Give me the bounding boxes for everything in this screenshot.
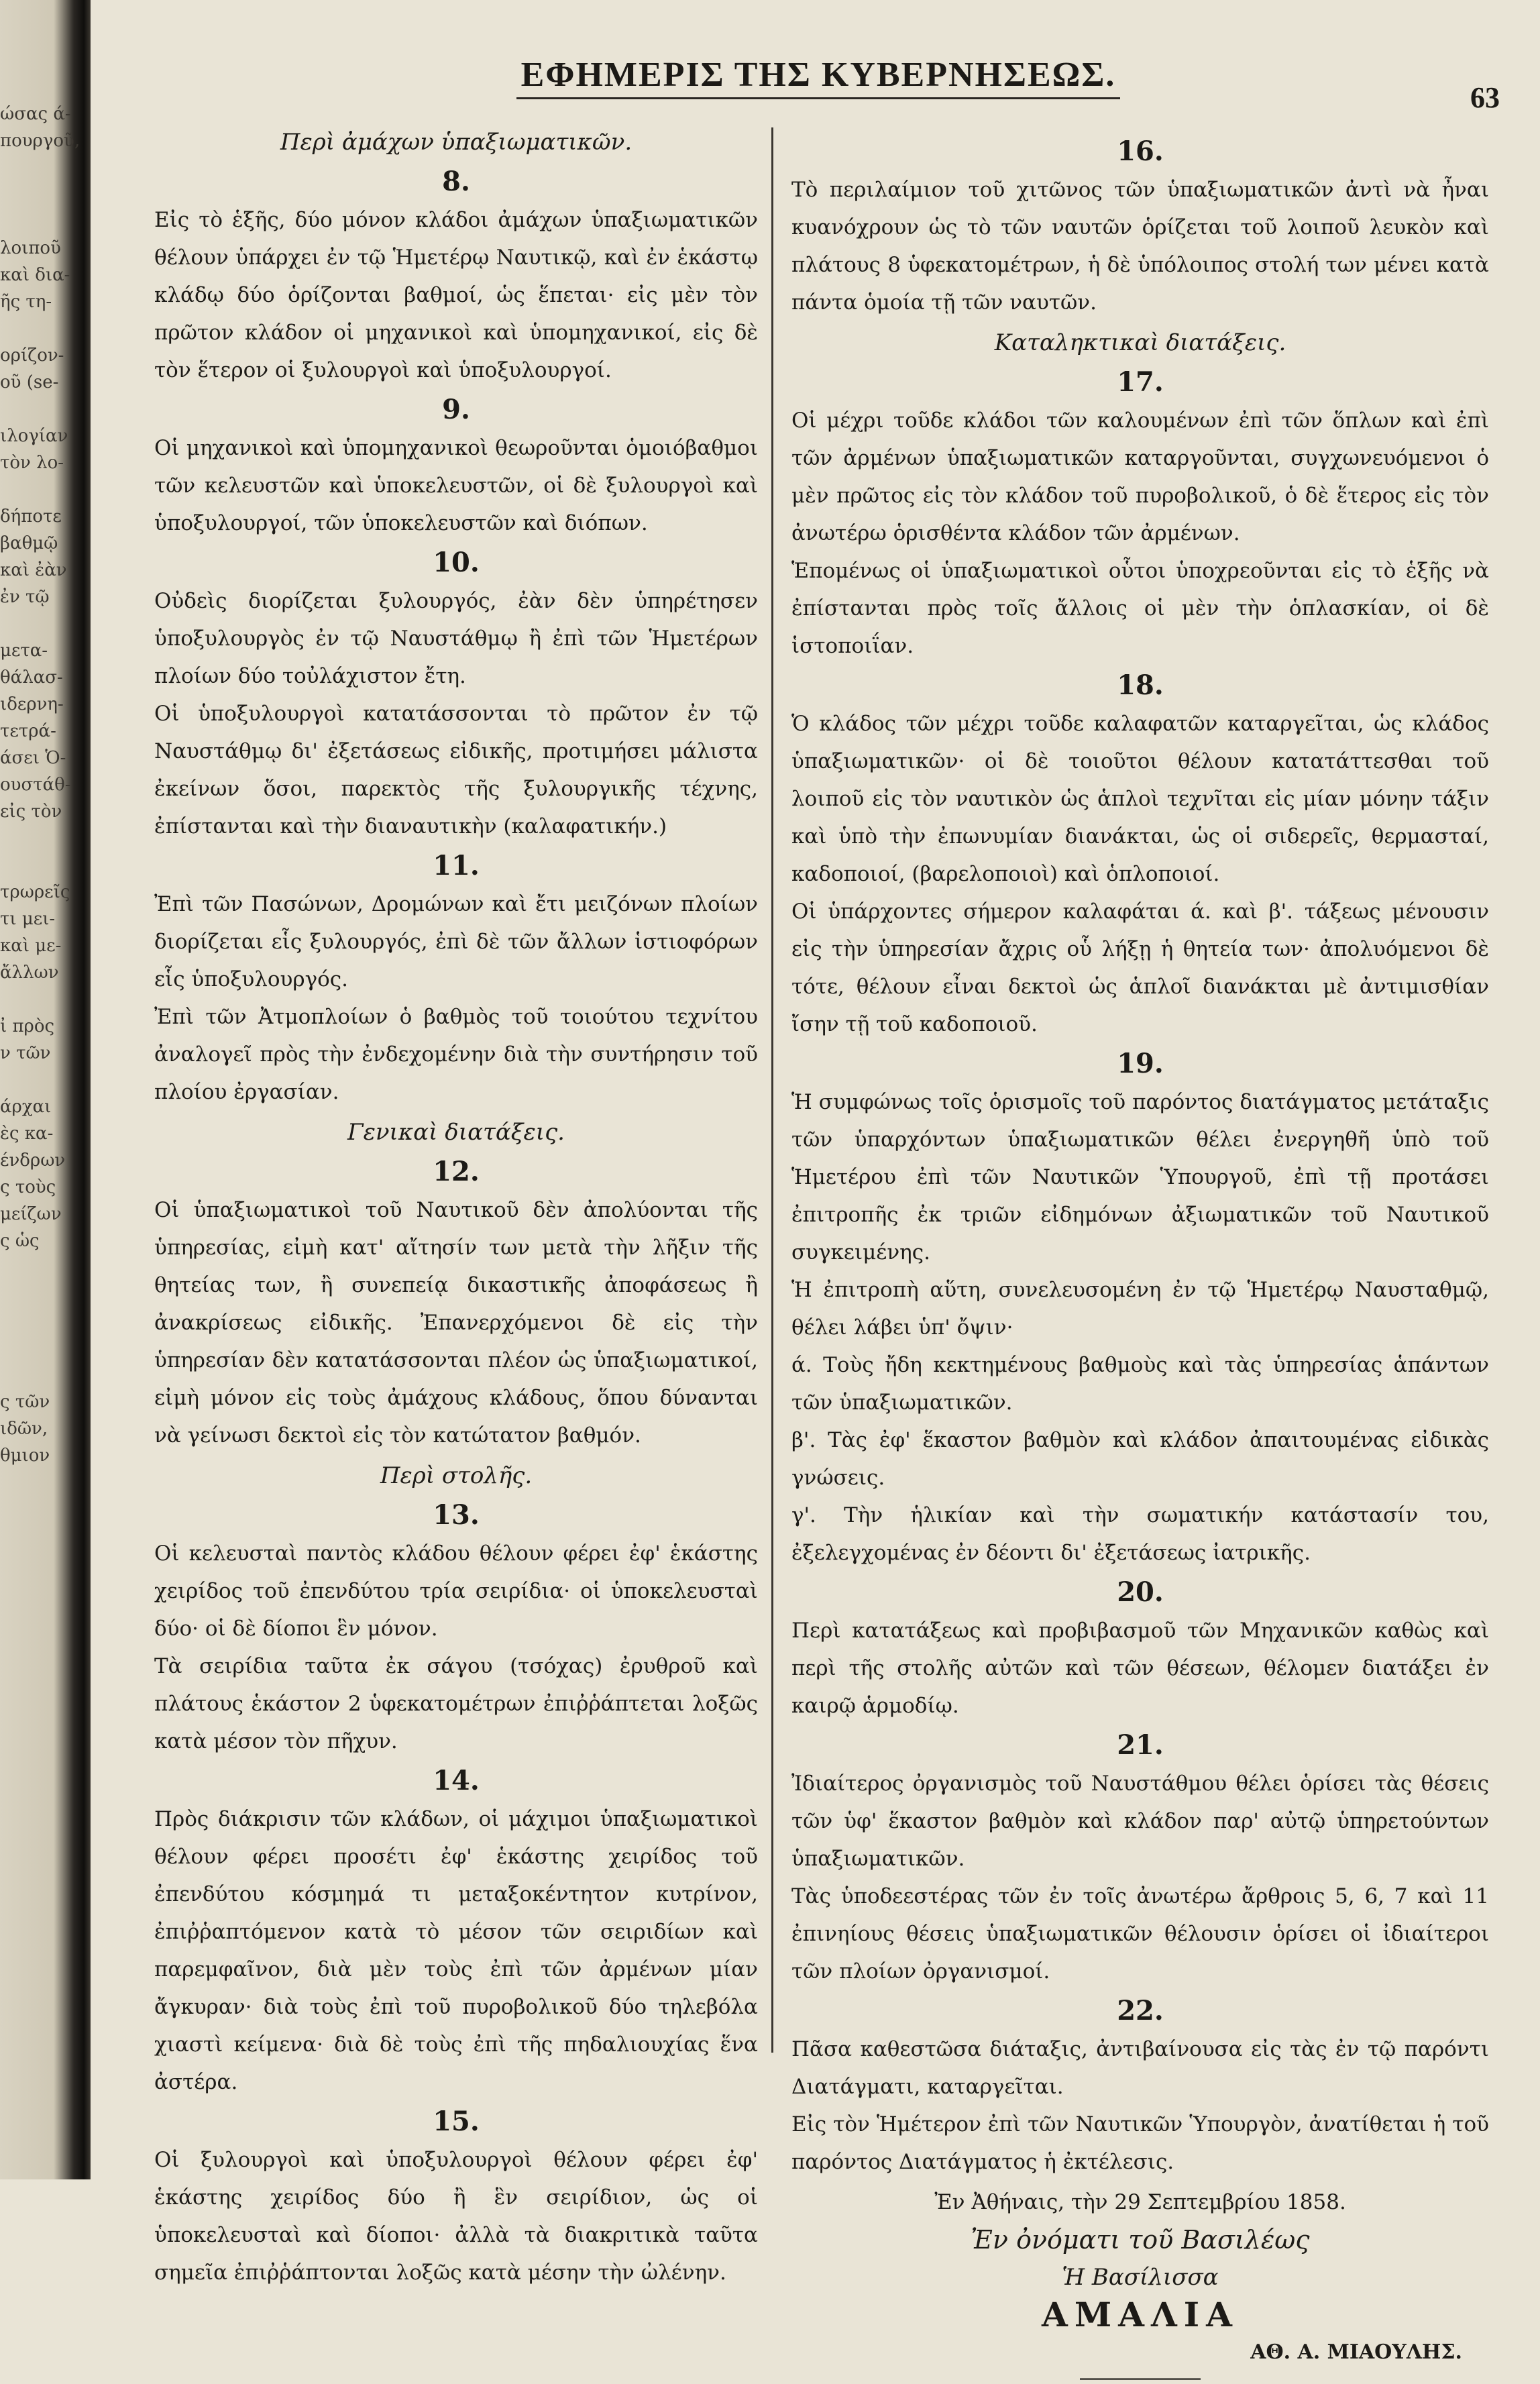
article-number: 9. (442, 394, 470, 425)
article-number: 19. (1117, 1048, 1164, 1079)
margin-fragment: τετρά- (0, 721, 56, 741)
list-item: β'. Τὰς ἐφ' ἕκαστον βαθμὸν καὶ κλάδον ἀπαιτουμένας εἰδικὰς γνώσεις. (791, 1428, 1489, 1490)
article-text: Οἱ ξυλουργοὶ καὶ ὑποξυλουργοὶ θέλουν φέρει ἐφ' ἑκάστης χειρίδος δύο ἢ ἓν σειρίδιον, ὡς οἱ ὑποκελευσταὶ καὶ δίοποι· ἀλλὰ τὰ διακριτικὰ ταῦτα σημεῖα ἐπιῤῥάπτονται λοξῶς κατὰ μέσην τὴν ὠλένην. (154, 2148, 758, 2285)
margin-fragment (0, 610, 60, 637)
article-number: 10. (433, 547, 480, 578)
margin-fragment (0, 208, 60, 235)
article-text: Εἰς τὸ ἑξῆς, δύο μόνον κλάδοι ἀμάχων ὑπαξιωματικῶν θέλουν ὑπάρχει ἐν τῷ Ἡμετέρῳ Ναυτικῷ, καὶ ἐν ἑκάστῳ κλάδῳ δύο ὁρίζονται βαθμοί, ὡς ἕπεται· εἰς μὲν τὸν πρῶτον κλάδον οἱ μηχανικοὶ καὶ ὑπομηχανικοί, εἰς δὲ τὸν ἕτερον οἱ ξυλουργοὶ καὶ ὑποξυλουργοί. (154, 208, 758, 382)
article-text: Ὁ κλάδος τῶν μέχρι τοῦδε καλαφατῶν καταργεῖται, ὡς κλάδος ὑπαξιωματικῶν· οἱ δὲ τοιοῦτοι θέλουν κατατάττεσθαι τοῦ λοιποῦ εἰς τὸν ναυτικὸν ὡς ἁπλοὶ τεχνῖται εἰς μίαν μόνην τάξιν καὶ ὑπὸ τὴν ἐπωνυμίαν διανάκται, ὡς οἱ σιδερεῖς, θερμασταί, καδοποιοί, (βαρελοποιοὶ) καὶ ὁπλοποιοί. (791, 712, 1489, 886)
adjacent-page-fragments (0, 101, 80, 2113)
article-number: 22. (1117, 1995, 1164, 2026)
article-text: Οὐδεὶς διορίζεται ξυλουργός, ἐὰν δὲν ὑπηρέτησεν ὑποξυλουργὸς ἐν τῷ Ναυστάθμῳ ἢ ἐπὶ τῶν Ἡμετέρων πλοίων δύο τοὐλάχιστον ἔτη. (154, 589, 758, 688)
margin-fragment: ῆς τη- (0, 292, 52, 312)
margin-fragment (0, 1362, 60, 1389)
article-number: 18. (1117, 669, 1164, 701)
article-text: Πᾶσα καθεστῶσα διάταξις, ἀντιβαίνουσα εἰς τὰς ἐν τῷ παρόντι Διατάγματι, καταργεῖται. (791, 2037, 1489, 2099)
margin-fragment (0, 396, 60, 423)
margin-fragment: ν τῶν (0, 1043, 51, 1063)
margin-fragment: ὲς κα- (0, 1124, 54, 1144)
margin-fragment: άρχαι (0, 1097, 52, 1117)
end-flourish (1080, 2378, 1201, 2384)
section-heading: Περὶ ἀμάχων ὑπαξιωματικῶν. (280, 129, 632, 156)
margin-fragment: ἐν τῷ (0, 587, 50, 607)
margin-fragment (0, 1281, 60, 1308)
article-text: Περὶ κατατάξεως καὶ προβιβασμοῦ τῶν Μηχανικῶν καθὼς καὶ περὶ τῆς στολῆς αὐτῶν καὶ τῶν θέσεων, θέλομεν διατάξει ἐν καιρῷ ἁρμοδίῳ. (791, 1619, 1489, 1718)
article-text: Οἱ μηχανικοὶ καὶ ὑπομηχανικοὶ θεωροῦνται ὁμοιόβαθμοι τῶν κελευστῶν καὶ ὑποκελευστῶν, οἱ δὲ ξυλουργοὶ καὶ ὑποξυλουργοί, τῶν ὑποκελευστῶν καὶ διόπων. (154, 436, 758, 535)
article-text: Πρὸς διάκρισιν τῶν κλάδων, οἱ μάχιμοι ὑπαξιωματικοὶ θέλουν φέρει προσέτι ἐφ' ἑκάστης χειρίδος τοῦ ἐπενδύτου κόσμημά τι μεταξοκέντητον κυτρίνον, ἐπιῤῥαπτόμενον κατὰ τὸ μέσον τῶν σειριδίων καὶ παρεμφαῖνον, διὰ μὲν τοὺς ἐπὶ τῶν ἀρμένων μίαν ἄγκυραν· διὰ τοὺς ἐπὶ τοῦ πυροβολικοῦ δύο τηλεβόλα χιαστὶ κείμενα· διὰ δὲ τοὺς ἐπὶ τῆς πηδαλιουχίας ἕνα ἀστέρα. (154, 1807, 758, 2094)
article-text: Τὸ περιλαίμιον τοῦ χιτῶνος τῶν ὑπαξιωματικῶν ἀντὶ νὰ ἦναι κυανόχρουν ὡς τὸ τῶν ναυτῶν ὁρίζεται τοῦ λοιποῦ λευκὸν καὶ πλάτους 8 ὑφεκατομέτρων, ἡ δὲ ὑπόλοιπος στολή των μένει κατὰ πάντα ὁμοία τῇ τῶν ναυτῶν. (791, 178, 1489, 315)
margin-fragment: εἰς τὸν (0, 802, 62, 822)
margin-fragment: καὶ δια- (0, 265, 70, 285)
margin-fragment: θμιον (0, 1446, 50, 1466)
article-number: 11. (433, 850, 480, 881)
margin-fragment: ιδερνη- (0, 694, 64, 714)
article-text: Ἐπὶ τῶν Ἀτμοπλοίων ὁ βαθμὸς τοῦ τοιούτου τεχνίτου ἀναλογεῖ πρὸς τὴν ἐνδεχομένην διὰ τὴν συντήρησιν τοῦ πλοίου ἐργασίαν. (154, 1005, 758, 1104)
margin-fragment (0, 315, 60, 342)
margin-fragment (0, 1254, 60, 1281)
margin-fragment: ς τοὺς (0, 1177, 56, 1197)
left-column (154, 121, 758, 2291)
signature-minister: ΑΘ. Α. ΜΙΑΟΥΛΗΣ. (1250, 2340, 1462, 2364)
article-number: 16. (1117, 136, 1164, 167)
list-item: γ'. Τὴν ἡλικίαν καὶ τὴν σωματικήν κατάστασίν του, ἐξελεγχομένας ἐν δέοντι δι' ἐξετάσεως ἰατρικῆς. (791, 1503, 1489, 1565)
article-text: Τὰ σειρίδια ταῦτα ἐκ σάγου (τσόχας) ἐρυθροῦ καὶ πλάτους ἑκάστον 2 ὑφεκατομέτρων ἐπιῤῥάπτεται λοξῶς κατὰ μέσον τὸν πῆχυν. (154, 1654, 758, 1753)
article-text: Ἐπὶ τῶν Πασώνων, Δρομώνων καὶ ἔτι μειζόνων πλοίων διορίζεται εἷς ξυλουργός, ἐπὶ δὲ τῶν ἄλλων ἱστιοφόρων εἷς ὑποξυλουργός. (154, 892, 758, 991)
margin-fragment: ἰ πρὸς (0, 1016, 55, 1036)
margin-fragment: τὸν λο- (0, 453, 64, 473)
list-item: ά. Τοὺς ἤδη κεκτημένους βαθμοὺς καὶ τὰς ὑπηρεσίας ἁπάντων τῶν ὑπαξιωματικῶν. (791, 1353, 1489, 1415)
right-column (791, 131, 1489, 2384)
margin-fragment (0, 852, 60, 879)
margin-fragment: ώσας ά- (0, 104, 71, 124)
signature-amalia: ΑΜΑΛΙΑ (1042, 2295, 1239, 2334)
article-text: Ἑπομένως οἱ ὑπαξιωματικοὶ οὗτοι ὑποχρεοῦνται εἰς τὸ ἑξῆς νὰ ἐπίστανται πρὸς τοῖς ἄλλοις οἱ μὲν τὴν ὁπλασκίαν, οἱ δὲ ἱστοποιΐαν. (791, 559, 1489, 658)
margin-fragment (0, 1067, 60, 1093)
article-number: 15. (433, 2106, 480, 2137)
column-divider (771, 127, 773, 2053)
margin-fragment: θάλασ- (0, 667, 63, 688)
article-text: Ἡ συμφώνως τοῖς ὁρισμοῖς τοῦ παρόντος διατάγματος μετάταξις τῶν ὑπαρχόντων ὑπαξιωματικῶν θέλει ἐνεργηθῆ ὑπὸ τοῦ Ἡμετέρου ἐπὶ τῶν Ναυτικῶν Ὑπουργοῦ, ἐπὶ τῇ προτάσει ἐπιτροπῆς ἐκ τριῶν εἰδημόνων ἀξιωματικῶν τοῦ Ναυτικοῦ συγκειμένης. (791, 1090, 1489, 1264)
newspaper-page (101, 0, 1540, 2364)
margin-fragment: ς ὡς (0, 1231, 40, 1251)
margin-fragment: ιδῶν, (0, 1419, 48, 1439)
margin-fragment (0, 1335, 60, 1362)
article-number: 8. (442, 166, 470, 197)
signature-queen: Ἡ Βασίλισσα (1062, 2264, 1219, 2291)
section-heading: Γενικαὶ διατάξεις. (347, 1119, 565, 1146)
article-text: Ἡ ἐπιτροπὴ αὕτη, συνελευσομένη ἐν τῷ Ἡμετέρῳ Ναυσταθμῷ, θέλει λάβει ὑπ' ὄψιν· (791, 1278, 1489, 1340)
article-number: 13. (433, 1499, 480, 1531)
article-number: 21. (1117, 1729, 1164, 1761)
margin-fragment: ἄλλων (0, 963, 59, 983)
margin-fragment: τρωρεῖς (0, 882, 70, 902)
article-text: Οἱ ὑπάρχοντες σήμερον καλαφάται ά. καὶ β'. τάξεως μένουσιν εἰς τὴν ὑπηρεσίαν ἄχρις οὗ λήξῃ ἡ θητεία των· ἀπολυόμενοι δὲ τότε, θέλουν εἶναι δεκτοὶ ὡς ἁπλοῖ διανάκται μὲ ἀντιμισθίαν ἴσην τῇ τοῦ καδοποιοῦ. (791, 900, 1489, 1036)
article-text: Οἱ ὑπαξιωματικοὶ τοῦ Ναυτικοῦ δὲν ἀπολύονται τῆς ὑπηρεσίας, εἰμὴ κατ' αἴτησίν των μετὰ τὴν λῆξιν τῆς θητείας των, ἢ συνεπείᾳ δικαστικῆς ἀποφάσεως ἢ ἀνακρίσεως εἰδικῆς. Ἐπανερχόμενοι δὲ εἰς τὴν ὑπηρεσίαν δὲν κατατάσσονται πλέον ὡς ὑπαξιωματικοί, εἰμὴ μόνον εἰς τοὺς ἀμάχους κλάδους, ὅπου δύνανται νὰ γείνωσι δεκτοὶ εἰς τὸν κατώτατον βαθμόν. (154, 1198, 758, 1448)
margin-fragment: τι μει- (0, 909, 56, 929)
article-text: Οἱ μέχρι τοῦδε κλάδοι τῶν καλουμένων ἐπὶ τῶν ὅπλων καὶ ἐπὶ τῶν ἀρμένων ὑπαξιωματικῶν καταργοῦνται, συγχωνευόμενοι ὁ μὲν πρῶτος εἰς τὸν κλάδον τοῦ πυροβολικοῦ, ὁ δὲ ἕτερος εἰς τὸν ἀνωτέρω ὁρισθέντα κλάδον τῶν ἀρμένων. (791, 409, 1489, 545)
article-text: Εἰς τὸν Ἡμέτερον ἐπὶ τῶν Ναυτικῶν Ὑπουργὸν, ἀνατίθεται ἡ τοῦ παρόντος Διατάγματος ἡ ἐκτέλεσις. (791, 2112, 1489, 2174)
margin-fragment: μετα- (0, 641, 48, 661)
margin-fragment: ιλογίαν (0, 426, 68, 446)
margin-fragment: άσει Ὁ- (0, 748, 66, 768)
masthead: ΕΦΗΜΕΡΙΣ ΤΗΣ ΚΥΒΕΡΝΗΣΕΩΣ. (516, 55, 1120, 99)
margin-fragment (0, 181, 60, 208)
margin-fragment (0, 986, 60, 1013)
article-number: 12. (433, 1156, 480, 1187)
margin-fragment: ς τῶν (0, 1392, 50, 1412)
margin-fragment: μείζων (0, 1204, 62, 1224)
margin-fragment (0, 825, 60, 852)
margin-fragment: καὶ με- (0, 936, 62, 956)
article-number: 20. (1117, 1576, 1164, 1608)
section-heading: Καταληκτικαὶ διατάξεις. (994, 329, 1286, 356)
margin-fragment: δήποτε (0, 506, 62, 527)
margin-fragment: βαθμῷ (0, 533, 58, 553)
signature-date: Ἐν Ἀθήναις, τὴν 29 Σεπτεμβρίου 1858. (934, 2190, 1346, 2214)
margin-fragment: ουστάθ- (0, 775, 71, 795)
margin-fragment: καὶ ἐὰν (0, 560, 67, 580)
article-text: Τὰς ὑποδεεστέρας τῶν ἐν τοῖς ἀνωτέρω ἄρθροις 5, 6, 7 καὶ 11 ἐπινηίους θέσεις ὑπαξιωματικῶν θέλουσιν ὁρίσει οἱ ἰδιαίτεροι τῶν πλοίων ὀργανισμοί. (791, 1884, 1489, 1984)
margin-fragment: πουργοῦ, (0, 131, 80, 151)
article-text: Οἱ κελευσταὶ παντὸς κλάδου θέλουν φέρει ἐφ' ἑκάστης χειρίδος τοῦ ἐπενδύτου τρία σειρίδια· οἱ ὑποκελευσταὶ δύο· οἱ δὲ δίοποι ἓν μόνον. (154, 1541, 758, 1641)
margin-fragment: οῦ (se- (0, 372, 59, 392)
article-text: Οἱ ὑποξυλουργοὶ κατατάσσονται τὸ πρῶτον ἐν τῷ Ναυστάθμῳ δι' ἐξετάσεως εἰδικῆς, προτιμήσει μάλιστα ἐκείνων ὅσοι, παρεκτὸς τῆς ξυλουργικῆς τέχνης, ἐπίστανται καὶ τὴν διαναυτικὴν (καλαφατικήν.) (154, 702, 758, 838)
article-number: 17. (1117, 366, 1164, 398)
signature-in-name: Ἐν ὀνόματι τοῦ Βασιλέως (971, 2225, 1310, 2255)
page-number: 63 (1470, 81, 1500, 114)
margin-fragment (0, 476, 60, 503)
article-text: Ἰδιαίτερος ὀργανισμὸς τοῦ Ναυστάθμου θέλει ὁρίσει τὰς θέσεις τῶν ὑφ' ἕκαστον βαθμὸν καὶ κλάδον παρ' αὐτῷ ὑπηρετούντων ὑπαξιωματικῶν. (791, 1772, 1489, 1871)
margin-fragment: ένδρων (0, 1150, 66, 1171)
margin-fragment: λοιποῦ (0, 238, 61, 258)
article-number: 14. (433, 1765, 480, 1796)
margin-fragment (0, 154, 60, 181)
margin-fragment (0, 1308, 60, 1335)
margin-fragment: ορίζον- (0, 345, 64, 366)
section-heading: Περὶ στολῆς. (380, 1462, 533, 1489)
